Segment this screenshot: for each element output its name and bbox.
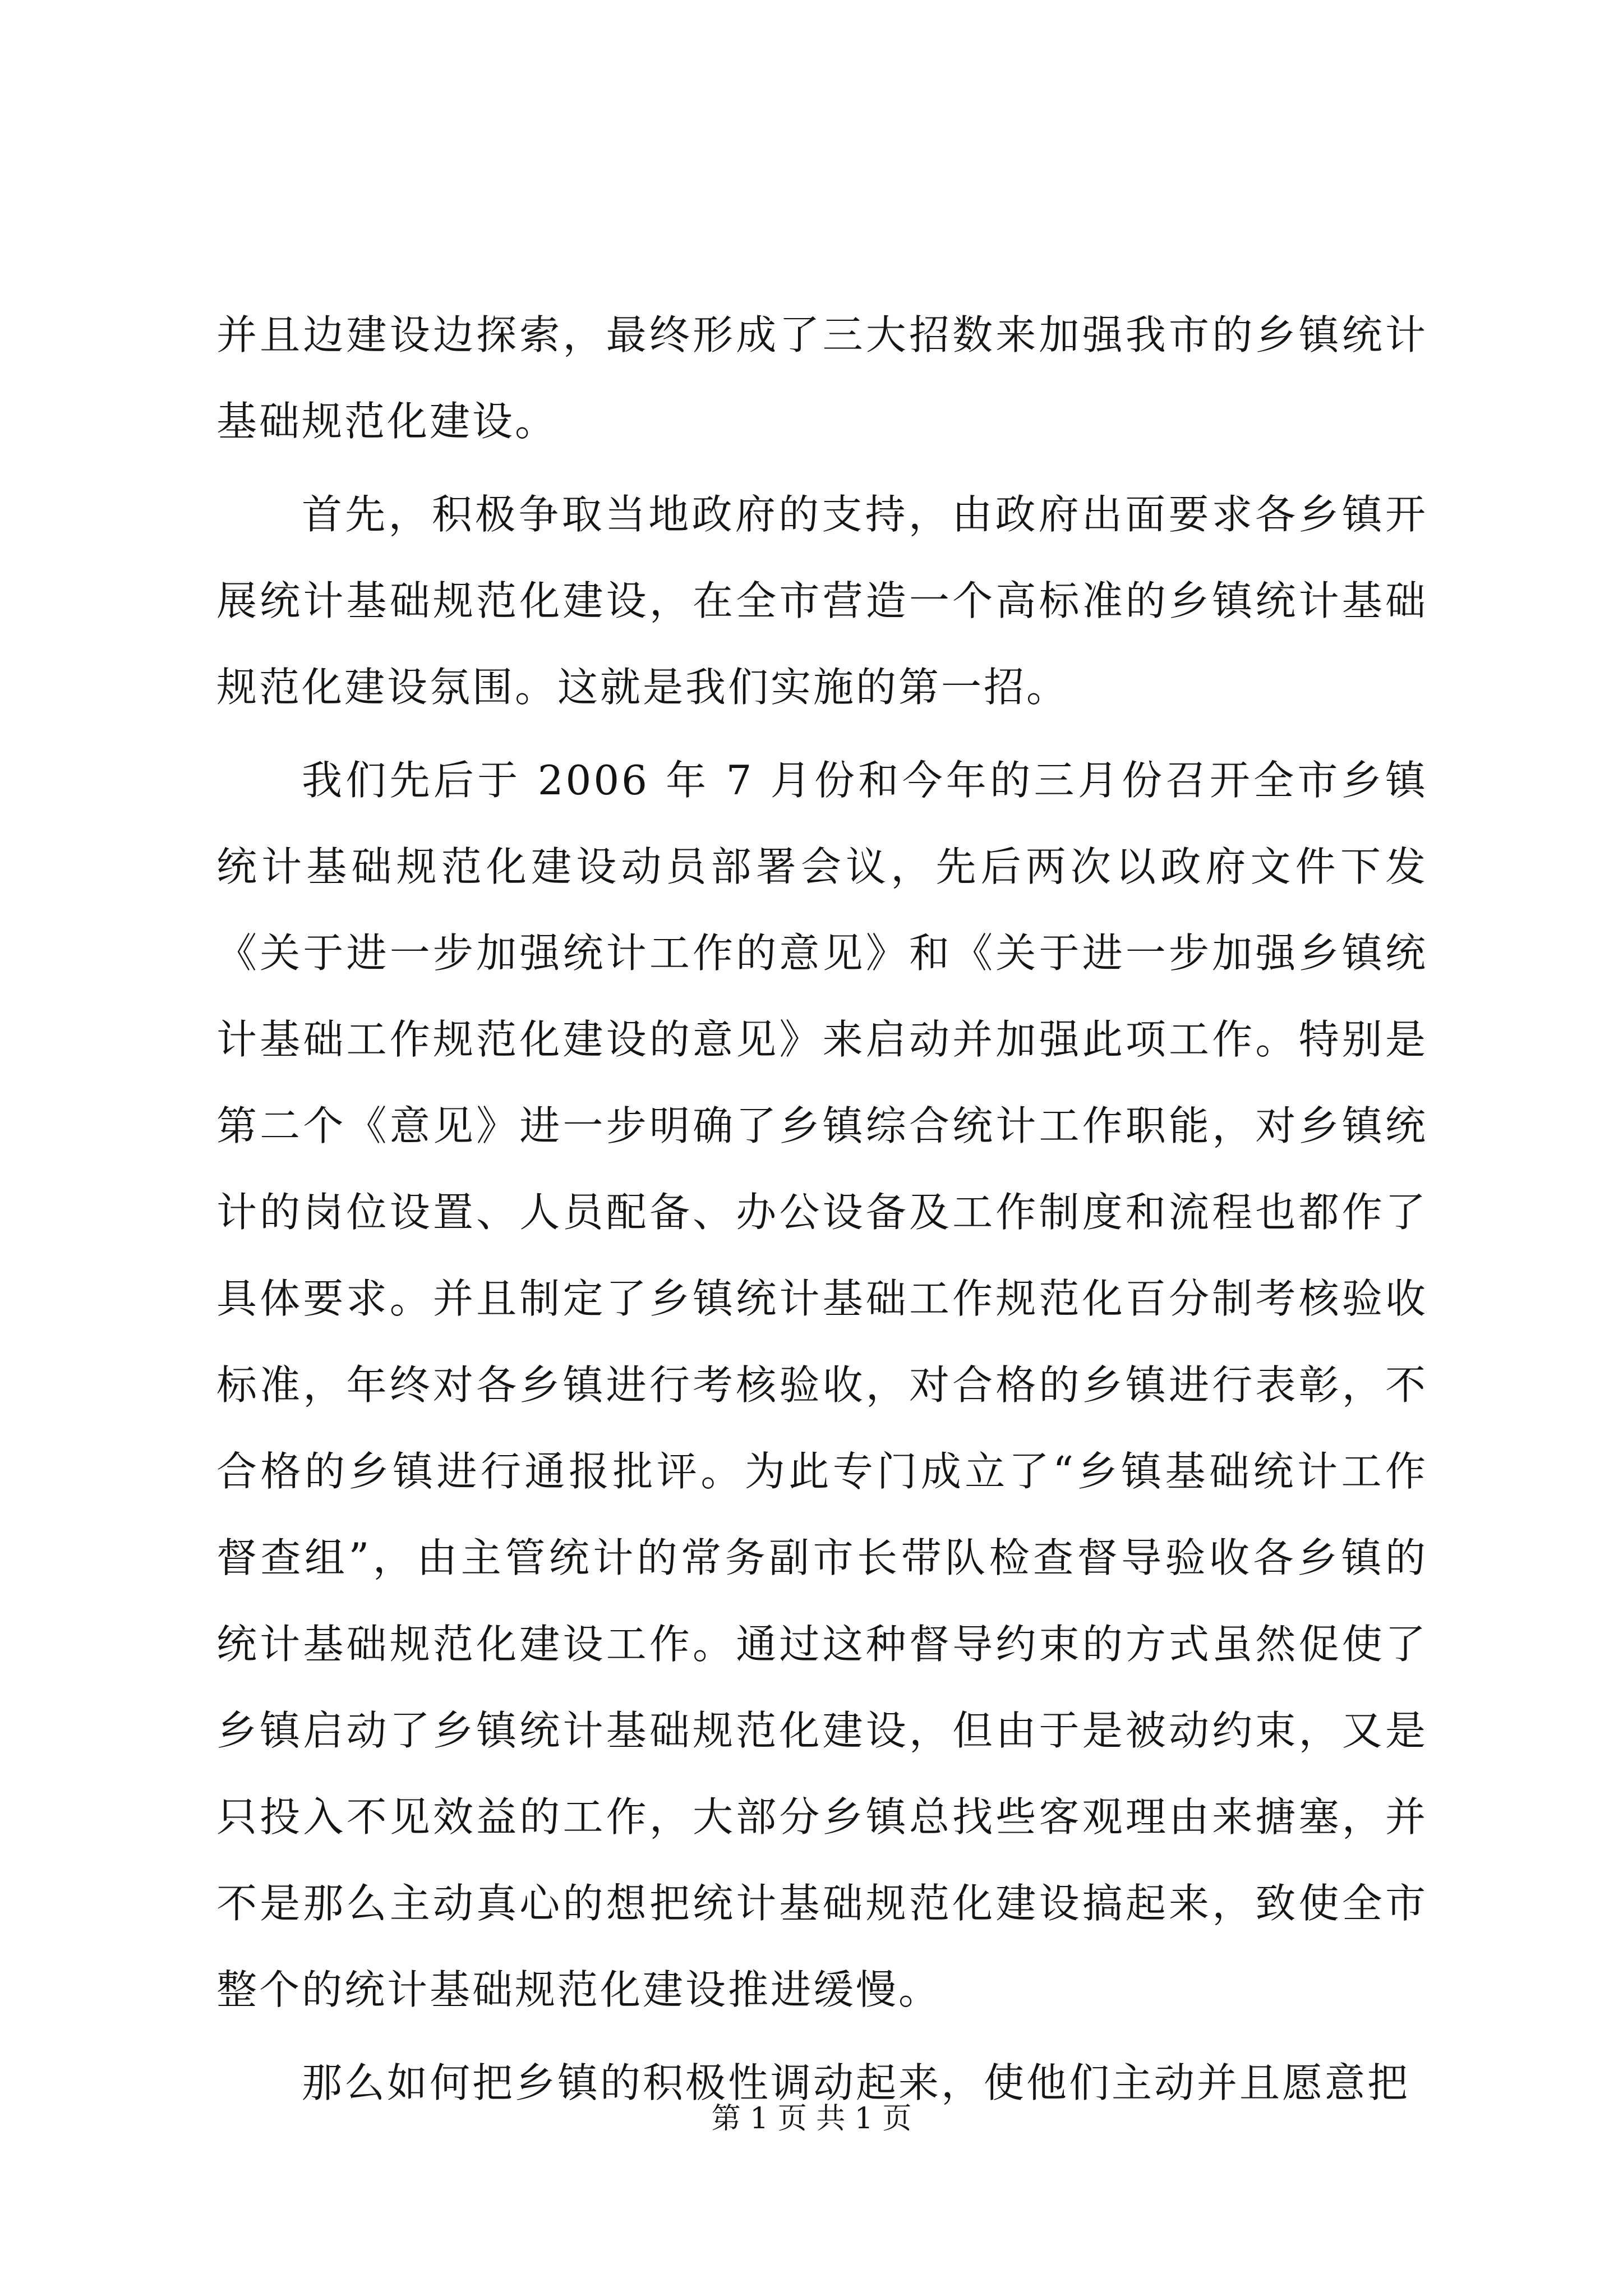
document-body bbox=[216, 292, 1428, 2126]
paragraph-continuation: 并且边建设边探索，最终形成了三大招数来加强我市的乡镇统计基础规范化建设。 bbox=[216, 311, 1428, 445]
page-footer: 第 1 页 共 1 页 bbox=[711, 2102, 912, 2136]
paragraph-first-measure: 首先，积极争取当地政府的支持，由政府出面要求各乡镇开展统计基础规范化建设，在全市营造一个高标准的乡镇统计基础规范化建设氛围。这就是我们实施的第一招。 bbox=[216, 491, 1428, 711]
paragraph-meetings-and-documents: 我们先后于 2006 年 7 月份和今年的三月份召开全市乡镇统计基础规范化建设动员部署会议，先后两次以政府文件下发《关于进一步加强统计工作的意见》和《关于进一步加强乡镇统计基础工作规范化建设的意见》来启动并加强此项工作。特别是第二个《意见》进一步明确了乡镇综合统计工作职能，对乡镇统计的岗位设置、人员配备、办公设备及工作制度和流程也都作了具体要求。并且制定了乡镇统计基础工作规范化百分制考核验收标准，年终对各乡镇进行考核验收，对合格的乡镇进行表彰，不合格的乡镇进行通报批评。为此专门成立了“乡镇基础统计工作督查组”，由主管统计的常务副市长带队检查督导验收各乡镇的统计基础规范化建设工作。通过这种督导约束的方式虽然促使了乡镇启动了乡镇统计基础规范化建设，但由于是被动约束，又是只投入不见效益的工作，大部分乡镇总找些客观理由来搪塞，并不是那么主动真心的想把统计基础规范化建设搞起来，致使全市整个的统计基础规范化建设推进缓慢。 bbox=[216, 757, 1428, 2013]
paragraph-question: 那么如何把乡镇的积极性调动起来，使他们主动并且愿意把 bbox=[302, 2059, 1410, 2106]
